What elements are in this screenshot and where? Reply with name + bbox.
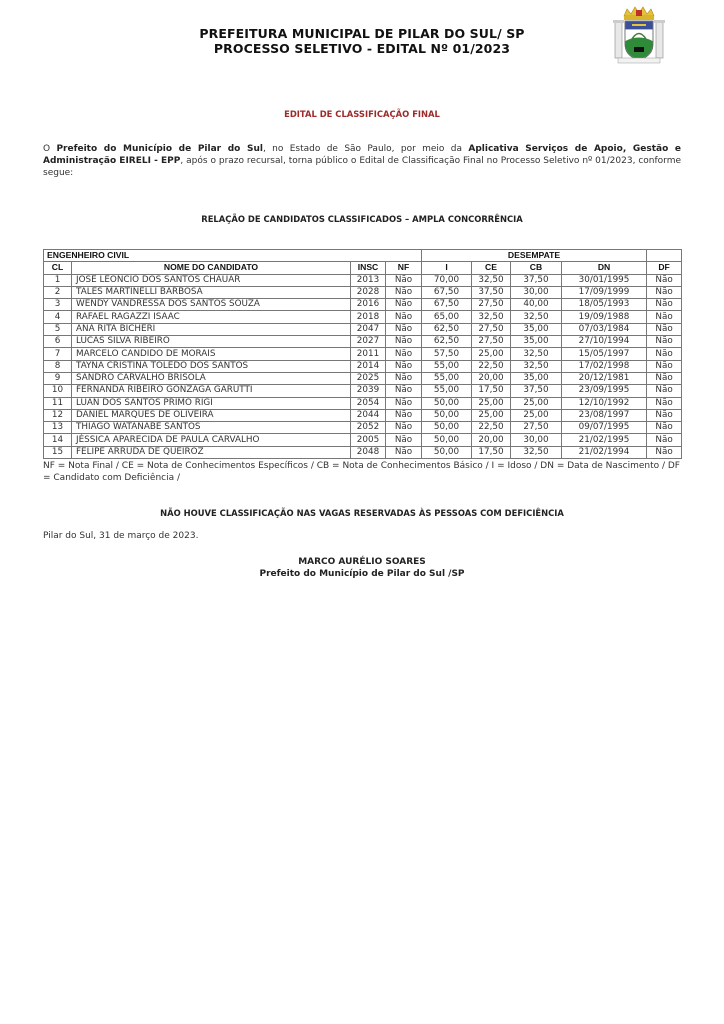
header-line-1: PREFEITURA MUNICIPAL DE PILAR DO SUL/ SP [199, 26, 525, 41]
cell-df: Não [647, 311, 682, 323]
cell-dn: 21/02/1995 [562, 434, 647, 446]
cell-cb: 30,00 [511, 434, 562, 446]
cell-df: Não [647, 385, 682, 397]
cell-insc: 2054 [351, 397, 386, 409]
cell-cl: 8 [44, 360, 72, 372]
cell-cb: 32,50 [511, 348, 562, 360]
cell-i: 67,50 [422, 286, 472, 298]
results-table [43, 249, 682, 459]
table-row [44, 336, 682, 348]
cell-nf: Não [386, 286, 422, 298]
cell-nf: Não [386, 274, 422, 286]
cell-nf: Não [386, 446, 422, 458]
cell-dn: 17/09/1999 [562, 286, 647, 298]
cell-cl: 9 [44, 372, 72, 384]
col-header-insc: INSC [351, 262, 386, 274]
cell-nf: Não [386, 434, 422, 446]
cell-i: 62,50 [422, 323, 472, 335]
cell-cb: 27,50 [511, 422, 562, 434]
document-header [120, 26, 604, 56]
cell-insc: 2027 [351, 336, 386, 348]
cell-insc: 2047 [351, 323, 386, 335]
cell-nome: DANIEL MARQUES DE OLIVEIRA [72, 409, 351, 421]
cell-ce: 27,50 [472, 336, 511, 348]
cell-ce: 25,00 [472, 397, 511, 409]
cell-cb: 30,00 [511, 286, 562, 298]
cell-cb: 25,00 [511, 409, 562, 421]
cell-dn: 15/05/1997 [562, 348, 647, 360]
cell-cl: 5 [44, 323, 72, 335]
cell-cl: 2 [44, 286, 72, 298]
table-row [44, 397, 682, 409]
cell-ce: 17,50 [472, 385, 511, 397]
intro-bold-mayor: Prefeito do Município de Pilar do Sul [56, 144, 263, 154]
empty-group-cell [647, 250, 682, 262]
cell-dn: 23/08/1997 [562, 409, 647, 421]
cell-nf: Não [386, 385, 422, 397]
cell-ce: 37,50 [472, 286, 511, 298]
cell-cl: 7 [44, 348, 72, 360]
cell-dn: 09/07/1995 [562, 422, 647, 434]
table-row [44, 348, 682, 360]
col-header-cb: CB [511, 262, 562, 274]
cell-nf: Não [386, 299, 422, 311]
cell-insc: 2005 [351, 434, 386, 446]
cell-df: Não [647, 422, 682, 434]
intro-bold-company: Aplicativa Serviços de Apoio, Gestão e Administração EIRELI - EPP [43, 144, 681, 166]
cell-cl: 1 [44, 274, 72, 286]
table-row [44, 286, 682, 298]
cell-insc: 2028 [351, 286, 386, 298]
cell-df: Não [647, 348, 682, 360]
intro-paragraph [43, 143, 681, 179]
cell-i: 55,00 [422, 372, 472, 384]
cell-ce: 20,00 [472, 372, 511, 384]
cell-nf: Não [386, 348, 422, 360]
col-header-nome: NOME DO CANDIDATO [72, 262, 351, 274]
table-row [44, 299, 682, 311]
cell-insc: 2018 [351, 311, 386, 323]
cell-ce: 17,50 [472, 446, 511, 458]
cell-nf: Não [386, 311, 422, 323]
cell-i: 70,00 [422, 274, 472, 286]
cell-nome: TALES MARTINELLI BARBOSA [72, 286, 351, 298]
cell-nome: TAYNÁ CRISTINA TOLEDO DOS SANTOS [72, 360, 351, 372]
cell-cl: 14 [44, 434, 72, 446]
col-header-nf: NF [386, 262, 422, 274]
intro-text-3: , após o prazo recursal, torna público o Edital de Classificação Final no Processo Seletivo nº 01/2023, conforme segue: [43, 156, 681, 178]
cell-i: 50,00 [422, 434, 472, 446]
cell-cl: 4 [44, 311, 72, 323]
cell-nf: Não [386, 360, 422, 372]
cell-insc: 2052 [351, 422, 386, 434]
cell-cl: 10 [44, 385, 72, 397]
table-row [44, 446, 682, 458]
cell-cb: 35,00 [511, 336, 562, 348]
table-row [44, 311, 682, 323]
cell-nf: Não [386, 397, 422, 409]
cell-ce: 32,50 [472, 311, 511, 323]
cell-i: 65,00 [422, 311, 472, 323]
cell-dn: 27/10/1994 [562, 336, 647, 348]
cell-i: 55,00 [422, 385, 472, 397]
cell-df: Não [647, 299, 682, 311]
abbreviation-legend: NF = Nota Final / CE = Nota de Conhecimentos Específicos / CB = Nota de Conhecimentos Básico / I = Idoso / DN = Data de Nascimento / DF = Candidato com Deficiência / [43, 461, 680, 483]
cell-i: 50,00 [422, 446, 472, 458]
cell-cb: 35,00 [511, 372, 562, 384]
cell-ce: 25,00 [472, 409, 511, 421]
cell-df: Não [647, 336, 682, 348]
cell-insc: 2025 [351, 372, 386, 384]
cell-insc: 2014 [351, 360, 386, 372]
cell-ce: 27,50 [472, 299, 511, 311]
cell-dn: 07/03/1984 [562, 323, 647, 335]
cell-cb: 37,50 [511, 385, 562, 397]
cell-nome: THIAGO WATANABE SANTOS [72, 422, 351, 434]
cell-insc: 2016 [351, 299, 386, 311]
table-group-row [44, 250, 682, 262]
cell-df: Não [647, 397, 682, 409]
cell-i: 57,50 [422, 348, 472, 360]
cell-insc: 2044 [351, 409, 386, 421]
cell-i: 67,50 [422, 299, 472, 311]
table-row [44, 274, 682, 286]
table-header-row [44, 262, 682, 274]
results-body [44, 274, 682, 458]
cell-dn: 19/09/1988 [562, 311, 647, 323]
cell-dn: 20/12/1981 [562, 372, 647, 384]
municipal-crest-icon [612, 4, 666, 68]
cell-ce: 20,00 [472, 434, 511, 446]
cell-nome: RAFAEL RAGAZZI ISAAC [72, 311, 351, 323]
cell-nome: LUAN DOS SANTOS PRIMO RIGI [72, 397, 351, 409]
col-header-i: I [422, 262, 472, 274]
cell-dn: 30/01/1995 [562, 274, 647, 286]
cell-cl: 3 [44, 299, 72, 311]
cell-df: Não [647, 274, 682, 286]
cell-nome: LUCAS SILVA RIBEIRO [72, 336, 351, 348]
cell-nome: JOSE LEONCIO DOS SANTOS CHAUAR [72, 274, 351, 286]
cell-ce: 22,50 [472, 360, 511, 372]
tiebreak-label: DESEMPATE [422, 250, 647, 262]
cell-nome: FERNANDA RIBEIRO GONZAGA GARUTTI [72, 385, 351, 397]
header-line-2: PROCESSO SELETIVO - EDITAL Nº 01/2023 [213, 41, 511, 56]
cell-ce: 22,50 [472, 422, 511, 434]
cell-dn: 17/02/1998 [562, 360, 647, 372]
cell-dn: 18/05/1993 [562, 299, 647, 311]
cell-insc: 2048 [351, 446, 386, 458]
cell-i: 50,00 [422, 422, 472, 434]
table-row [44, 385, 682, 397]
cell-cb: 40,00 [511, 299, 562, 311]
cell-nf: Não [386, 336, 422, 348]
cell-nome: WENDY VANDRESSA DOS SANTOS SOUZA [72, 299, 351, 311]
table-row [44, 323, 682, 335]
cell-df: Não [647, 360, 682, 372]
cell-nome: MARCELO CANDIDO DE MORAIS [72, 348, 351, 360]
intro-text-1: O [43, 144, 57, 154]
table-row [44, 422, 682, 434]
cell-df: Não [647, 286, 682, 298]
table-row [44, 372, 682, 384]
edital-title: EDITAL DE CLASSIFICAÇÃO FINAL [284, 109, 440, 119]
cell-df: Não [647, 409, 682, 421]
cell-dn: 12/10/1992 [562, 397, 647, 409]
cell-nome: JÉSSICA APARECIDA DE PAULA CARVALHO [72, 434, 351, 446]
cell-nf: Não [386, 422, 422, 434]
place-date: Pilar do Sul, 31 de março de 2023. [43, 531, 199, 541]
signature-name: MARCO AURÉLIO SOARES [298, 557, 426, 567]
cell-i: 55,00 [422, 360, 472, 372]
no-pcd-classification-notice: NÃO HOUVE CLASSIFICAÇÃO NAS VAGAS RESERVADAS ÀS PESSOAS COM DEFICIÊNCIA [160, 508, 564, 518]
cell-dn: 21/02/1994 [562, 446, 647, 458]
section-title: RELAÇÃO DE CANDIDATOS CLASSIFICADOS – AMPLA CONCORRÊNCIA [201, 214, 523, 224]
cell-dn: 23/09/1995 [562, 385, 647, 397]
cell-nf: Não [386, 372, 422, 384]
table-row [44, 360, 682, 372]
cell-cb: 32,50 [511, 360, 562, 372]
cell-cl: 11 [44, 397, 72, 409]
cell-nome: FELIPE ARRUDA DE QUEIROZ [72, 446, 351, 458]
cell-ce: 32,50 [472, 274, 511, 286]
cell-insc: 2011 [351, 348, 386, 360]
cell-cl: 13 [44, 422, 72, 434]
signature-role: Prefeito do Município de Pilar do Sul /SP [259, 569, 465, 579]
cell-cl: 6 [44, 336, 72, 348]
cell-cb: 25,00 [511, 397, 562, 409]
cell-i: 50,00 [422, 397, 472, 409]
group-label: ENGENHEIRO CIVIL [44, 250, 422, 262]
col-header-dn: DN [562, 262, 647, 274]
cell-cb: 37,50 [511, 274, 562, 286]
cell-insc: 2013 [351, 274, 386, 286]
table-row [44, 434, 682, 446]
col-header-cl: CL [44, 262, 72, 274]
cell-insc: 2039 [351, 385, 386, 397]
cell-df: Não [647, 446, 682, 458]
cell-df: Não [647, 372, 682, 384]
cell-ce: 25,00 [472, 348, 511, 360]
cell-cl: 12 [44, 409, 72, 421]
cell-i: 50,00 [422, 409, 472, 421]
table-row [44, 409, 682, 421]
cell-cl: 15 [44, 446, 72, 458]
cell-df: Não [647, 323, 682, 335]
cell-nome: ANA RITA BICHERI [72, 323, 351, 335]
cell-nome: SANDRO CARVALHO BRISOLA [72, 372, 351, 384]
intro-text-2: , no Estado de São Paulo, por meio da [262, 144, 469, 154]
cell-cb: 35,00 [511, 323, 562, 335]
cell-cb: 32,50 [511, 446, 562, 458]
cell-nf: Não [386, 323, 422, 335]
cell-ce: 27,50 [472, 323, 511, 335]
cell-df: Não [647, 434, 682, 446]
cell-i: 62,50 [422, 336, 472, 348]
cell-cb: 32,50 [511, 311, 562, 323]
col-header-ce: CE [472, 262, 511, 274]
col-header-df: DF [647, 262, 682, 274]
signature-block [0, 556, 724, 580]
cell-nf: Não [386, 409, 422, 421]
